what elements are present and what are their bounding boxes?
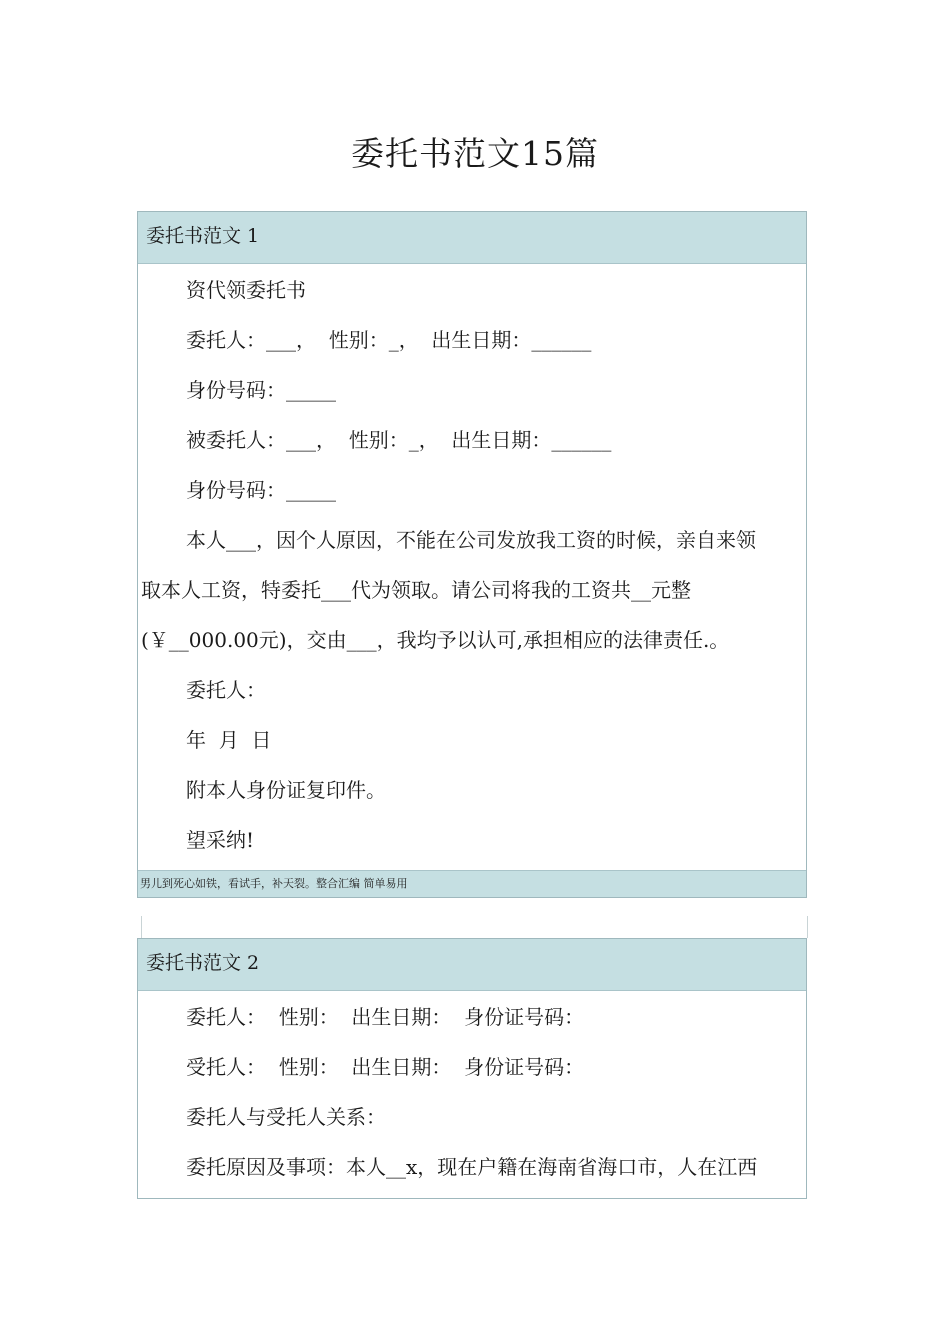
agent-id-line: 身份号码：_____ <box>186 478 336 502</box>
section-1-panel <box>137 211 807 898</box>
agent-info-line: 被委托人：___， 性别：_， 出生日期：______ <box>186 428 612 452</box>
section-2-panel <box>137 938 807 1199</box>
letter-title: 资代领委托书 <box>186 278 306 302</box>
trustee-fields-line: 受托人： 性别： 出生日期： 身份证号码： <box>186 1055 585 1079</box>
page-break-divider <box>141 916 808 938</box>
closing-line: 望采纳! <box>186 828 255 852</box>
body-paragraph-line: 取本人工资，特委托___代为领取。请公司将我的工资共__元整 <box>141 578 691 602</box>
section-2-heading: 委托书范文 2 <box>138 939 806 991</box>
body-paragraph-line: (￥__000.00元)，交由___，我均予以认可,承担相应的法律责任.。 <box>141 628 730 652</box>
signature-line: 委托人： <box>186 678 266 702</box>
body-paragraph-line: 本人___，因个人原因，不能在公司发放我工资的时候，亲自来领 <box>186 528 756 552</box>
principal-fields-line: 委托人： 性别： 出生日期： 身份证号码： <box>186 1005 585 1029</box>
reason-line: 委托原因及事项：本人__x，现在户籍在海南省海口市，人在江西 <box>186 1155 758 1179</box>
attachment-note: 附本人身份证复印件。 <box>186 778 386 802</box>
principal-id-line: 身份号码：_____ <box>186 378 336 402</box>
section-2-body <box>138 991 806 1192</box>
principal-info-line: 委托人：___， 性别：_， 出生日期：______ <box>186 328 592 352</box>
date-line: 年 月 日 <box>186 728 272 752</box>
document-title: 委托书范文15篇 <box>351 134 599 173</box>
section-1-footer: 男儿到死心如铁，看试手，补天裂。整合汇编 简单易用 <box>138 870 806 897</box>
relationship-line: 委托人与受托人关系： <box>186 1105 386 1129</box>
section-1-heading: 委托书范文 1 <box>138 212 806 264</box>
section-1-body <box>138 264 806 870</box>
